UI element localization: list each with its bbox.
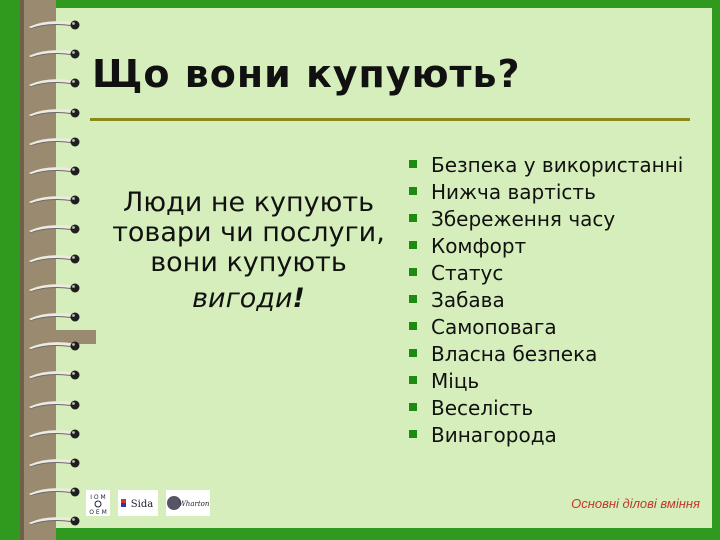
quote-emphasis: вигоди	[192, 283, 293, 314]
benefit-item	[408, 209, 708, 229]
wharton-emblem-icon	[166, 490, 210, 516]
sida-logo	[118, 490, 158, 516]
svg-text:Wharton: Wharton	[178, 500, 210, 508]
benefit-label: Винагорода	[431, 423, 557, 447]
spiral-ring-icon	[28, 368, 86, 382]
bullet-square-icon	[409, 214, 417, 222]
bullet-square-icon	[409, 241, 417, 249]
bullet-square-icon	[409, 160, 417, 168]
spiral-ring-icon	[28, 514, 86, 528]
bullet-square-icon	[409, 322, 417, 330]
benefit-label: Веселість	[431, 396, 534, 420]
wharton-logo	[166, 490, 210, 516]
spiral-ring-icon	[28, 339, 86, 353]
quote-emphasis-line	[86, 284, 411, 314]
partner-logos	[86, 488, 210, 518]
benefit-item	[408, 398, 708, 418]
spiral-ring-icon	[28, 106, 86, 120]
bullet-square-icon	[409, 376, 417, 384]
benefit-label: Збереження часу	[431, 207, 616, 231]
spiral-ring-icon	[28, 427, 86, 441]
footer-caption: Основні ділові вміння	[571, 496, 700, 511]
bullet-square-icon	[409, 268, 417, 276]
spiral-ring-icon	[28, 76, 86, 90]
benefit-item	[408, 344, 708, 364]
benefit-item	[408, 371, 708, 391]
bullet-square-icon	[409, 349, 417, 357]
svg-text:Sida: Sida	[130, 499, 154, 510]
benefit-label: Міць	[431, 369, 480, 393]
spiral-ring-icon	[28, 310, 86, 324]
spiral-ring-icon	[28, 135, 86, 149]
benefits-list	[408, 155, 708, 452]
bullet-square-icon	[409, 187, 417, 195]
spiral-ring-icon	[28, 164, 86, 178]
benefit-item	[408, 317, 708, 337]
benefit-item	[408, 155, 708, 175]
quote-exclamation: !	[292, 283, 305, 314]
spiral-ring-icon	[28, 456, 86, 470]
spiral-ring-icon	[28, 18, 86, 32]
benefit-item	[408, 236, 708, 256]
slide-title: Що вони купують?	[92, 52, 521, 96]
spiral-ring-icon	[28, 47, 86, 61]
benefit-label: Нижча вартість	[431, 180, 596, 204]
iom-logo	[86, 490, 110, 516]
benefit-label: Статус	[431, 261, 504, 285]
title-underline	[90, 118, 690, 121]
spiral-ring-icon	[28, 398, 86, 412]
benefit-item	[408, 425, 708, 445]
benefit-label: Комфорт	[431, 234, 527, 258]
benefit-label: Забава	[431, 288, 505, 312]
spiral-ring-icon	[28, 193, 86, 207]
spiral-ring-icon	[28, 281, 86, 295]
benefit-item	[408, 290, 708, 310]
sida-emblem-icon	[118, 490, 158, 516]
bullet-square-icon	[409, 430, 417, 438]
svg-text:I O M: I O M	[90, 494, 106, 501]
quote-line: Люди не купують товари чи послуги, вони купують	[112, 187, 385, 278]
benefit-label: Самоповага	[431, 315, 557, 339]
benefit-label: Безпека у використанні	[431, 153, 684, 177]
svg-text:O E M: O E M	[89, 509, 107, 516]
quote-text	[86, 188, 411, 314]
spiral-ring-icon	[28, 485, 86, 499]
iom-emblem-icon	[87, 490, 109, 516]
bullet-square-icon	[409, 403, 417, 411]
benefit-label: Власна безпека	[431, 342, 598, 366]
benefit-item	[408, 182, 708, 202]
bullet-square-icon	[409, 295, 417, 303]
spiral-ring-icon	[28, 252, 86, 266]
spiral-ring-icon	[28, 222, 86, 236]
benefit-item	[408, 263, 708, 283]
